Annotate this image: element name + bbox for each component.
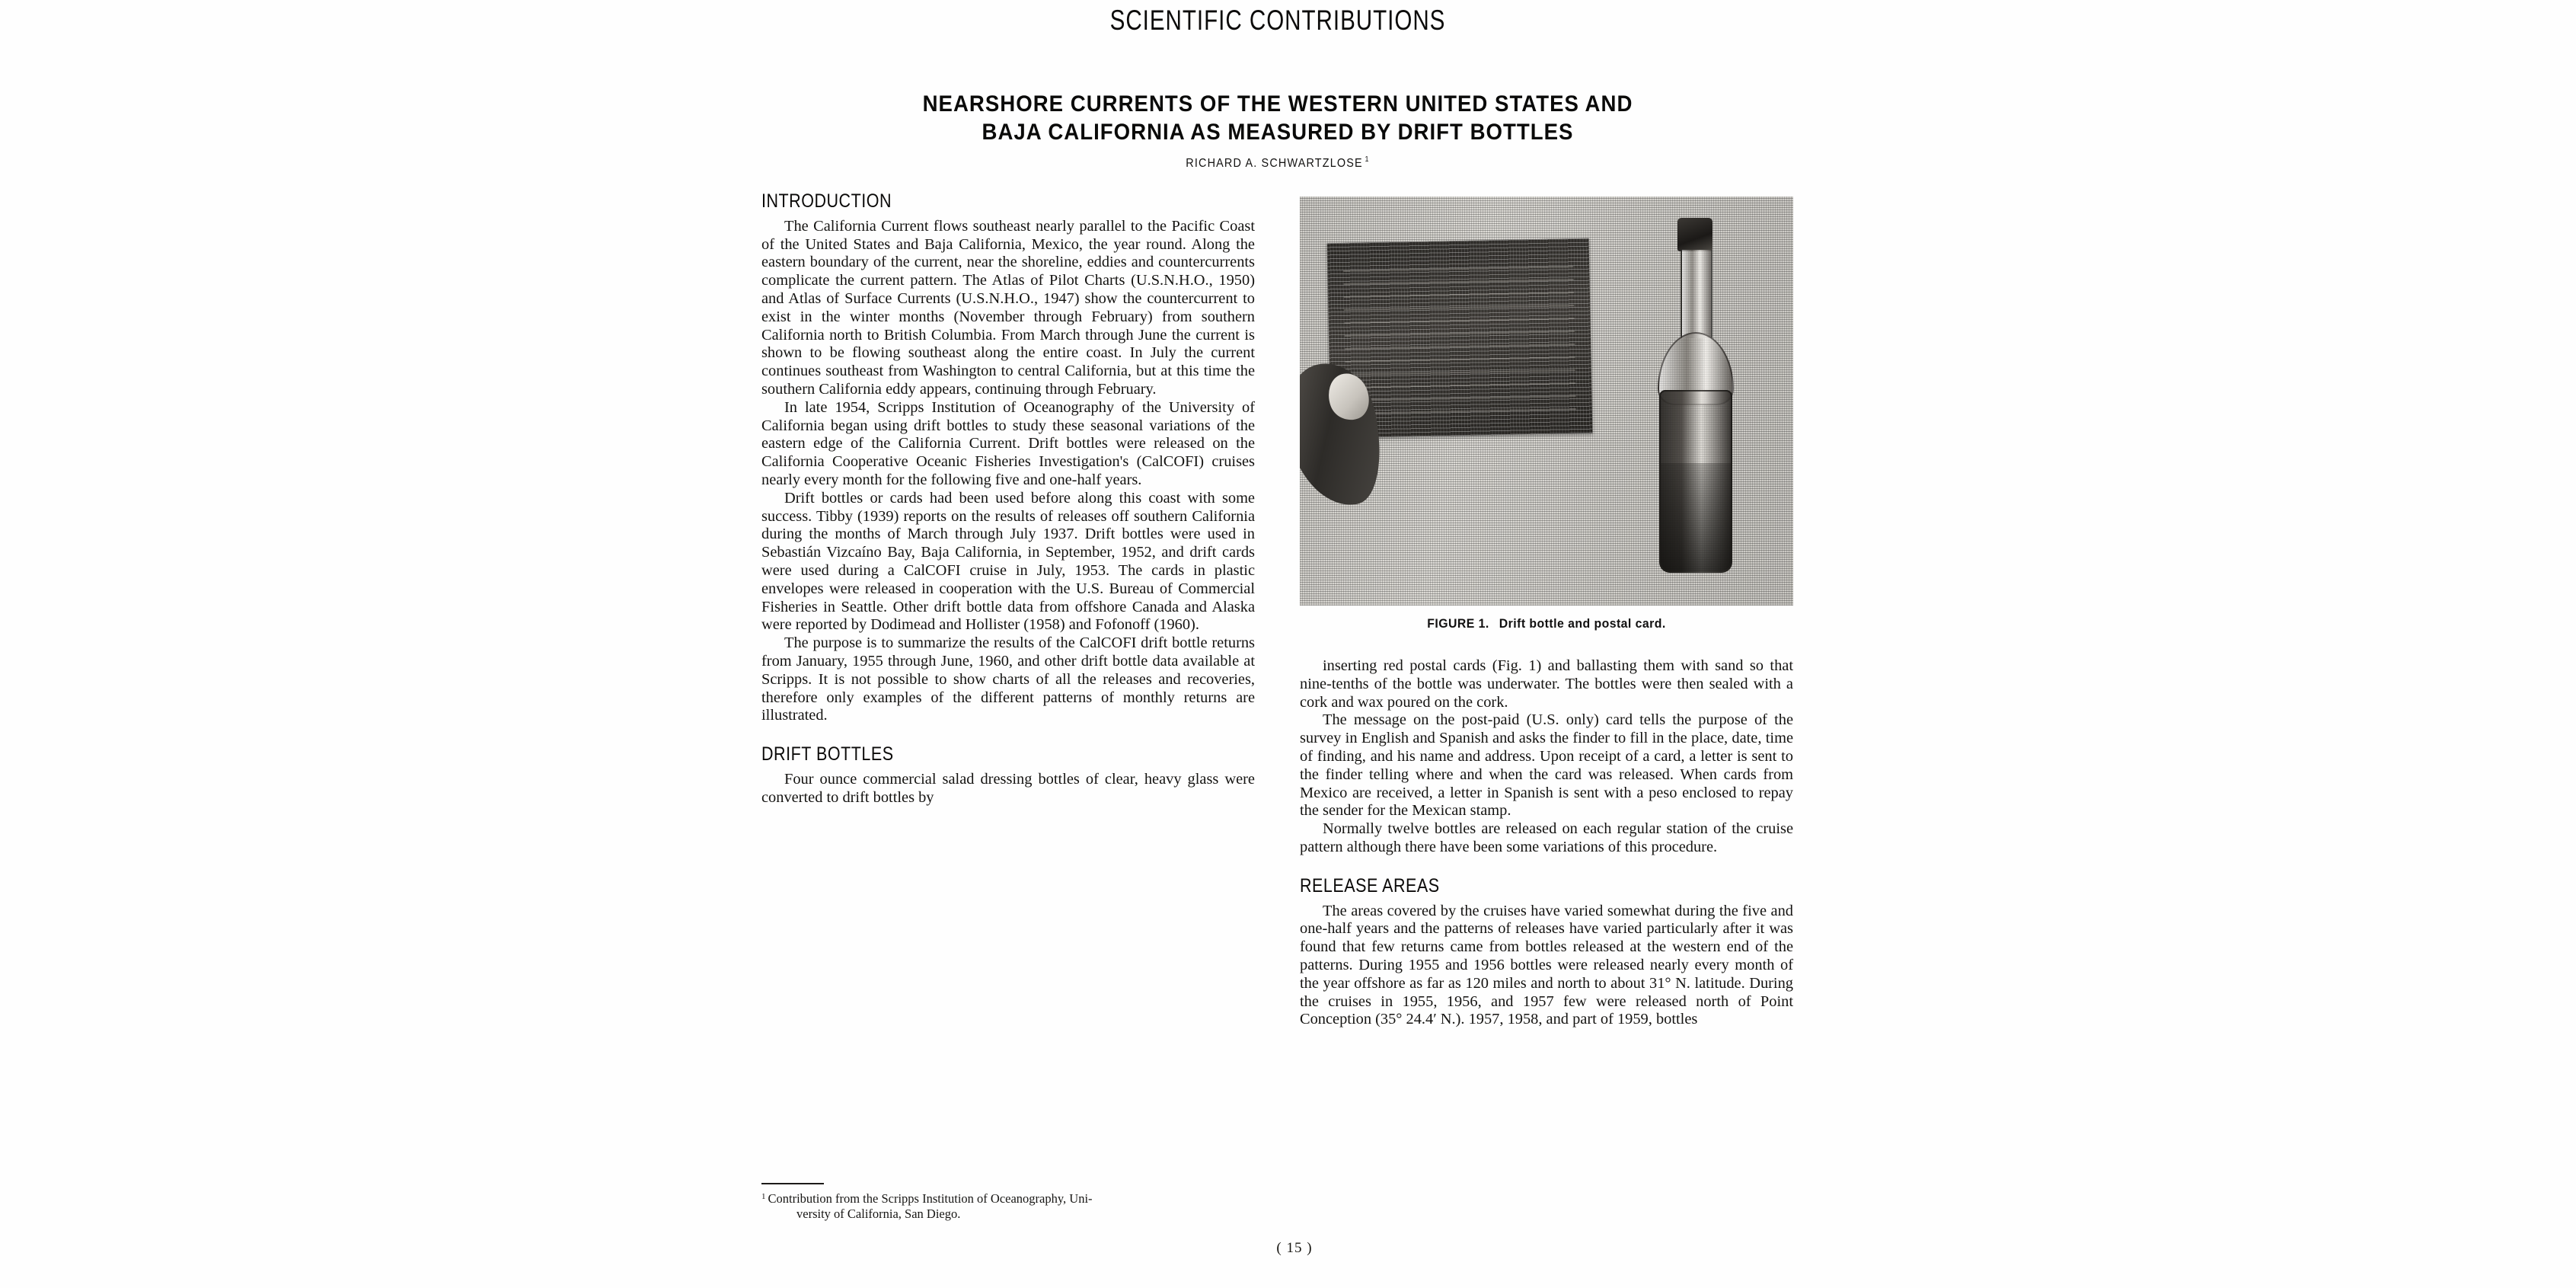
footnote-text: [761, 1190, 1258, 1221]
left-text-column: [761, 190, 1255, 807]
figure-caption-text: Drift bottle and postal card.: [1499, 616, 1666, 631]
article-title-line-1: NEARSHORE CURRENTS OF THE WESTERN UNITED STATES AND: [922, 91, 1633, 117]
paragraph: The purpose is to summarize the results of the CalCOFI drift bottle returns from January, 1955 through June, 1960, and other drift bottle data available at Scripps. It is not possible to show charts of all the releases and recoveries, therefore only examples of the different patterns of monthly returns are illustrated.: [761, 634, 1255, 724]
bottle-neck: [1681, 250, 1713, 338]
figure-caption: [1317, 616, 1776, 631]
figure-photograph: [1300, 197, 1793, 606]
page-number: ( 15 ): [1276, 1240, 1313, 1256]
paragraph: In late 1954, Scripps Institution of Oceanography of the University of California began using drift bottles to study these seasonal variations of the eastern edge of the California Current. Drift bottles were released on the California Cooperative Oceanic Fisheries Investigation's (CalCOFI) cruises nearly every month for the following five and one-half years.: [761, 398, 1255, 488]
paragraph: The California Current flows southeast nearly parallel to the Pacific Coast of the United States and Baja California, Mexico, the year round. Along the eastern boundary of the current, near the shoreline, eddies and countercurrents complicate the current pattern. The Atlas of Pilot Charts (U.S.N.H.O., 1950) and Atlas of Surface Currents (U.S.N.H.O., 1947) show the countercurrent to exist in the winter months (November through February) from southern California north to British Columbia. From March through June the current is shown to be flowing southeast along the entire coast. In July the current continues southeast from Washington to central California, but at this time the southern California eddy appears, continuing through February.: [761, 217, 1255, 398]
running-head: SCIENTIFIC CONTRIBUTIONS: [1109, 5, 1446, 36]
footnote-rule: [761, 1183, 824, 1184]
bottle-cork: [1677, 218, 1713, 251]
footnote: [761, 1183, 1258, 1221]
author-byline: [813, 155, 1742, 171]
footnote-line-2: versity of California, San Diego.: [796, 1206, 961, 1221]
section-heading-release-areas: RELEASE AREAS: [1300, 874, 1440, 896]
paragraph: The message on the post-paid (U.S. only) card tells the purpose of the survey in English and Spanish and asks the finder to fill in the place, date, time of finding, and his name and address. Upon receipt of a card, a letter is sent to the finder telling where and when the card was released. When cards from Mexico are received, a letter in Spanish is sent with a peso enclosed to repay the sender for the Mexican stamp.: [1300, 711, 1793, 820]
paragraph: Drift bottles or cards had been used before along this coast with some success. Tibby (1939) reports on the results of releases off southern California during the months of March through July 1937. Drift bottles were used in Sebastián Vizcaíno Bay, Baja California, in September, 1952, and drift cards were used during a CalCOFI cruise in July, 1953. The cards in plastic envelopes were released in cooperation with the U.S. Bureau of Commercial Fisheries in Seattle. Other drift bottle data from offshore Canada and Alaska were reported by Dodimead and Hollister (1958) and Fofonoff (1960).: [761, 489, 1255, 634]
right-text-column: [1300, 657, 1793, 1029]
author-footnote-marker: 1: [1365, 155, 1370, 164]
section-heading-drift-bottles: DRIFT BOTTLES: [761, 743, 894, 765]
figure-1: [1300, 197, 1793, 631]
figure-label: FIGURE 1.: [1427, 616, 1489, 631]
author-name: RICHARD A. SCHWARTZLOSE: [1186, 157, 1363, 170]
article-title-line-2: BAJA CALIFORNIA AS MEASURED BY DRIFT BOTTLES: [982, 120, 1574, 145]
bottle-body: [1659, 390, 1732, 573]
title-block: [761, 90, 1794, 171]
postal-card-printed-lines: [1343, 262, 1576, 414]
paragraph: Normally twelve bottles are released on each regular station of the cruise pattern although there have been some variations of this procedure.: [1300, 820, 1793, 855]
drift-bottle-in-photo: [1652, 218, 1734, 576]
footnote-line-1: Contribution from the Scripps Institution of Oceanography, Uni-: [768, 1191, 1093, 1206]
footnote-marker: 1: [761, 1192, 766, 1201]
paragraph: inserting red postal cards (Fig. 1) and ballasting them with sand so that nine-tenths of the bottle was underwater. The bottles were then sealed with a cork and wax poured on the cork.: [1300, 657, 1793, 711]
bottle-sand-ballast: [1661, 463, 1731, 571]
paragraph: The areas covered by the cruises have varied somewhat during the five and one-half years and the patterns of releases have varied particularly after it was found that few returns came from bottles released at the western end of the patterns. During 1955 and 1956 bottles were released nearly every month of the year offshore as far as 120 miles and north to about 31° N. latitude. During the cruises in 1955, 1956, and 1957 few were released north of Point Conception (35° 24.4′ N.). 1957, 1958, and part of 1959, bottles: [1300, 902, 1793, 1028]
paragraph: Four ounce commercial salad dressing bottles of clear, heavy glass were converted to drift bottles by: [761, 770, 1255, 806]
section-heading-introduction: INTRODUCTION: [761, 190, 892, 212]
